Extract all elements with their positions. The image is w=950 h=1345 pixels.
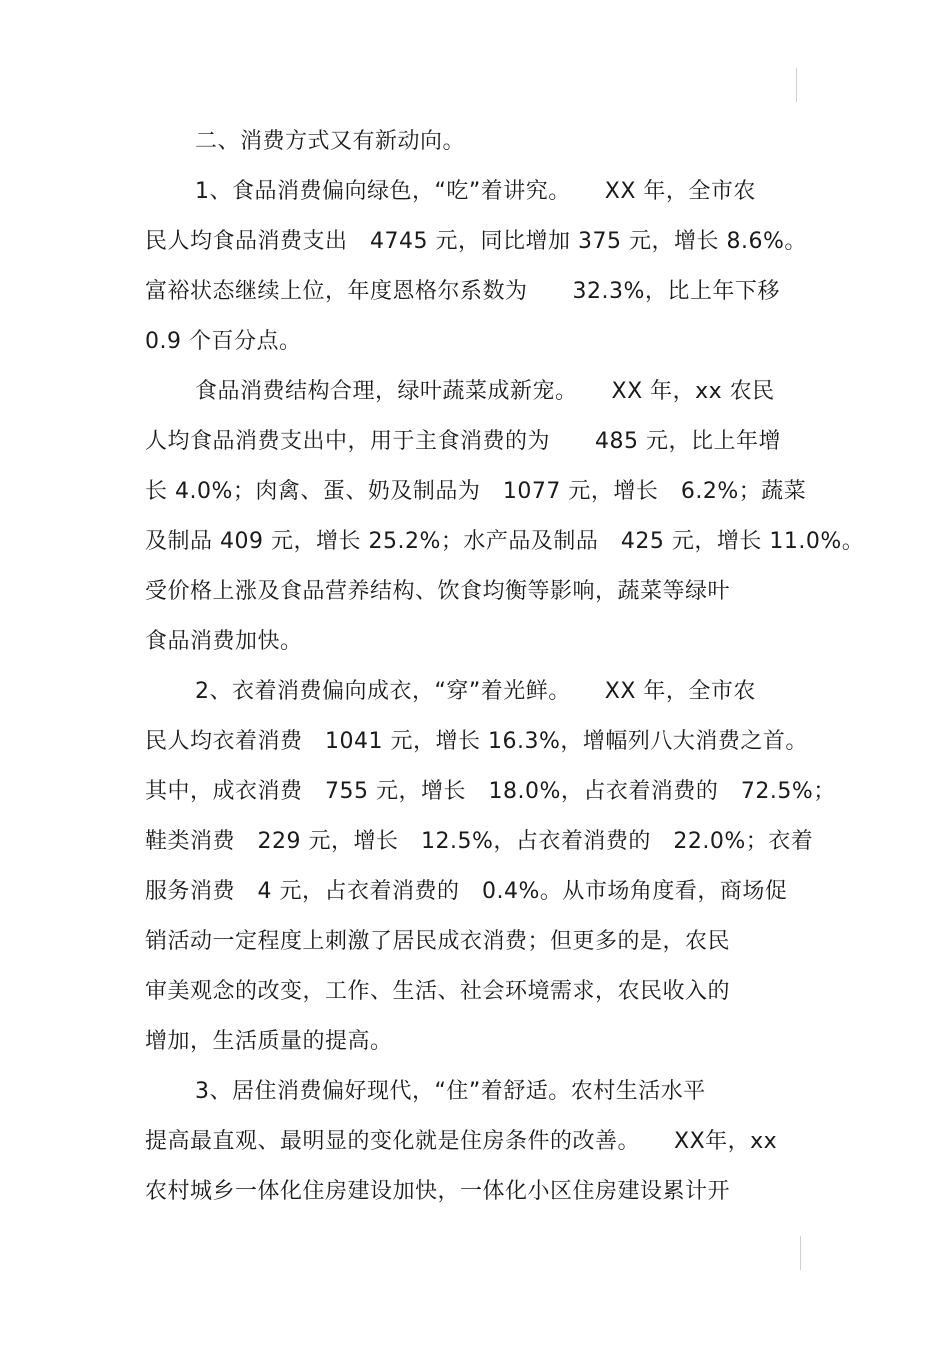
paragraph-line: 民人均食品消费支出 4745 元，同比增加 375 元，增长 8.6%。 <box>145 229 807 254</box>
paragraph-line: 长 4.0%；肉禽、蛋、奶及制品为 1077 元，增长 6.2%；蔬菜 <box>145 479 807 504</box>
paragraph-line: 人均食品消费支出中，用于主食消费的为 485 元，比上年增 <box>145 429 781 454</box>
page-edge-mark-top <box>796 68 797 102</box>
paragraph-line: 受价格上涨及食品营养结构、饮食均衡等影响，蔬菜等绿叶 <box>145 579 731 604</box>
paragraph-line: 及制品 409 元，增长 25.2%；水产品及制品 425 元，增长 11.0%。 <box>145 529 865 554</box>
paragraph-line: 0.9 个百分点。 <box>145 329 302 354</box>
paragraph-line: 服务消费 4 元，占衣着消费的 0.4%。从市场角度看，商场促 <box>145 879 788 904</box>
paragraph-line: 1、食品消费偏向绿色，“吃”着讲究。 XX 年，全市农 <box>195 179 756 204</box>
heading-section-2: 二、消费方式又有新动向。 <box>195 129 466 154</box>
paragraph-line: 鞋类消费 229 元，增长 12.5%，占衣着消费的 22.0%；衣着 <box>145 829 814 854</box>
paragraph-line: 富裕状态继续上位，年度恩格尔系数为 32.3%，比上年下移 <box>145 279 780 304</box>
paragraph-line: 提高最直观、最明显的变化就是住房条件的改善。 XX年，xx <box>145 1129 778 1154</box>
paragraph-line: 增加，生活质量的提高。 <box>145 1029 393 1054</box>
paragraph-line: 民人均衣着消费 1041 元，增长 16.3%，增幅列八大消费之首。 <box>145 729 808 754</box>
page-edge-mark-bottom <box>800 1236 801 1270</box>
paragraph-line: 农村城乡一体化住房建设加快，一体化小区住房建设累计开 <box>145 1179 731 1204</box>
paragraph-line: 2、衣着消费偏向成衣，“穿”着光鲜。 XX 年，全市农 <box>195 679 756 704</box>
paragraph-line: 销活动一定程度上刺激了居民成衣消费；但更多的是，农民 <box>145 929 731 954</box>
paragraph-line: 审美观念的改变，工作、生活、社会环境需求，农民收入的 <box>145 979 731 1004</box>
paragraph-line: 其中，成衣消费 755 元，增长 18.0%，占衣着消费的 72.5%； <box>145 779 836 804</box>
paragraph-line: 食品消费结构合理，绿叶蔬菜成新宠。 XX 年，xx 农民 <box>195 379 775 404</box>
paragraph-line: 3、居住消费偏好现代，“住”着舒适。农村生活水平 <box>195 1079 706 1104</box>
paragraph-line: 食品消费加快。 <box>145 629 303 654</box>
